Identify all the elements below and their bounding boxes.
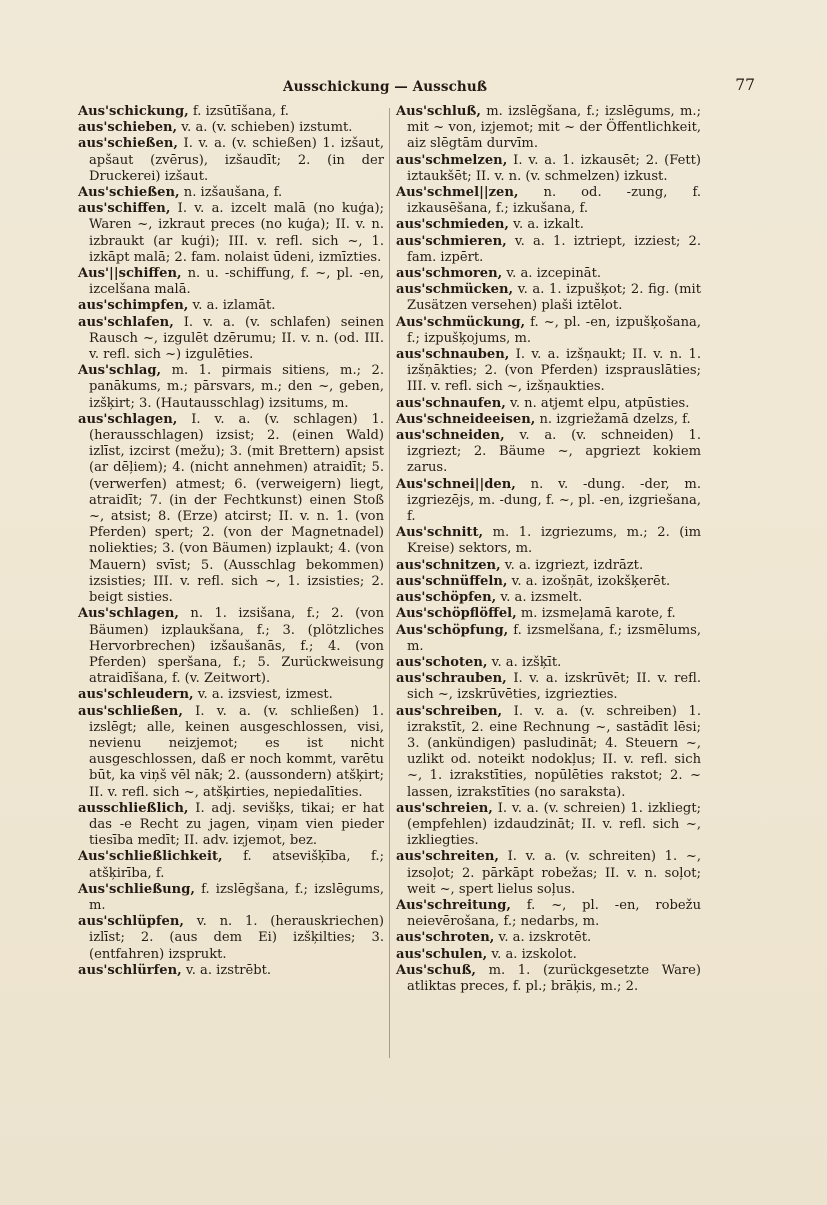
dictionary-entry	[396, 315, 701, 347]
entry-headword: aus'schreien,	[396, 800, 493, 816]
entry-definition: v. a. 1. iztriept, izziest; 2. fam. izpērt.	[407, 233, 701, 265]
entry-definition: f. izsmelšana, f.; izsmēlums, m.	[407, 622, 701, 654]
entry-headword: aus'schiffen,	[78, 201, 171, 217]
entry-definition: f. izslēgšana, f.; izslēgums, m.	[89, 881, 384, 913]
dictionary-entry	[78, 963, 384, 979]
entry-headword: Aus'||schiffen,	[78, 266, 182, 282]
dictionary-entry	[78, 266, 384, 298]
entry-headword: Aus'schnei||den,	[396, 476, 516, 492]
dictionary-entry	[396, 412, 701, 428]
entry-definition: v. a. izgriezt, izdrāzt.	[500, 557, 644, 573]
dictionary-entry	[78, 606, 384, 687]
entry-definition: f. atsevišķība, f.; atšķirība, f.	[89, 849, 384, 881]
entry-definition: v. a. (v. schieben) izstumt.	[177, 120, 353, 136]
entry-headword: aus'schmieden,	[396, 217, 509, 233]
entry-headword: Aus'schuß,	[396, 962, 476, 978]
entry-definition: I. v. a. izskrūvēt; II. v. refl. sich ~, izskrūvēties, izgriezties.	[407, 671, 701, 703]
running-head-title: Ausschickung — Ausschuß	[283, 79, 488, 95]
entry-definition: m. izsmeļamā karote, f.	[516, 606, 676, 622]
dictionary-entry	[396, 947, 701, 963]
entry-definition: n. izgriežamā dzelzs, f.	[535, 411, 691, 427]
entry-definition: v. a. izskrotēt.	[494, 930, 592, 946]
entry-definition: v. n. 1. (herauskriechen) izlīst; 2. (aus dem Ei) izšķilties; 3. (entfahren) izsprukt.	[89, 914, 384, 962]
dictionary-entry	[396, 704, 701, 801]
entry-headword: aus'schimpfen,	[78, 298, 189, 314]
dictionary-entry	[78, 882, 384, 914]
entry-definition: I. v. a. 1. izkausēt; 2. (Fett) iztaukšēt; II. v. n. (v. schmelzen) izkust.	[407, 152, 701, 184]
entry-headword: Aus'schließlichkeit,	[78, 849, 223, 865]
entry-headword: Aus'schießen,	[78, 185, 180, 201]
entry-definition: v. a. 1. izpušķot; 2. fig. (mit Zusätzen versehen) plaši iztēlot.	[407, 282, 701, 314]
dictionary-entry	[396, 558, 701, 574]
dictionary-entry	[396, 623, 701, 655]
dictionary-entry	[78, 136, 384, 185]
dictionary-entry	[396, 104, 701, 153]
entry-definition: v. a. izkalt.	[508, 217, 584, 233]
entry-definition: n. u. -schiffung, f. ~, pl. -en, izcelšana malā.	[89, 266, 384, 298]
dictionary-entry	[396, 655, 701, 671]
entry-definition: v. a. izlamāt.	[188, 298, 276, 314]
entry-headword: aus'schulen,	[396, 946, 488, 962]
entry-definition: I. v. a. (v. schießen) 1. izšaut, apšaut (zvērus), izšaudīt; 2. (in der Druckerei) izšaut.	[89, 136, 384, 184]
entry-definition: I. v. a. (v. schlagen) 1. (herausschlagen) izsist; 2. (einen Wald) izlīst, izcirst (mežu); 3. (mit Brettern) apsist (ar dēļiem); 4. (nicht annehmen) atraidīt; 5. (verwerfen) atmest; 6. (verweigern) liegt, atraidīt; 7. (in der Fechtkunst) einen Stoß ~, atsist; 8. (Erze) atcirst; II. v. n. 1. (von Pferden) spert; 2. (von der Magnetnadel) noliekties; 3. (von Bäumen) izplaukt; 4. (von Mauern) svīst; 5. (Ausschlag bekommen) izsisties; III. v. refl. sich ~, 1. izsisties; 2. beigt sisties.	[89, 411, 384, 606]
dictionary-entry	[396, 396, 701, 412]
dictionary-entry	[396, 525, 701, 557]
entry-definition: m. 1. izgriezums, m.; 2. (im Kreise) sektors, m.	[407, 525, 701, 557]
entry-headword: aus'schlüpfen,	[78, 914, 184, 930]
entry-headword: aus'schleudern,	[78, 687, 194, 703]
entry-headword: aus'schlürfen,	[78, 962, 182, 978]
entry-headword: aus'schlagen,	[78, 411, 178, 427]
entry-headword: aus'schieben,	[78, 120, 178, 136]
entry-headword: aus'schließen,	[78, 703, 183, 719]
entry-definition: v. a. izstrēbt.	[181, 962, 272, 978]
entry-headword: Aus'schreitung,	[396, 897, 511, 913]
entry-definition: I. v. a. (v. schließen) 1. izslēgt; alle, keinen ausgeschlossen, visi, nevienu neizjemot; es ist nicht ausgeschlossen, daß er noch kommt, varētu būt, ka viņš vēl nāk; 2. (aussondern) atšķirt; II. v. refl. sich ~, atšķirties, nepiedalīties.	[89, 703, 384, 800]
entry-headword: aus'schmieren,	[396, 233, 507, 249]
dictionary-entry	[78, 120, 384, 136]
entry-headword: Aus'schöpfung,	[396, 622, 509, 638]
entry-headword: aus'schöpfen,	[396, 590, 497, 606]
entry-definition: m. 1. pirmais sitiens, m.; 2. panākums, m.; pārsvars, m.; den ~, geben, izšķirt; 3. (Hautausschlag) izsitums, m.	[89, 363, 384, 411]
entry-headword: Aus'schluß,	[396, 104, 481, 119]
entry-definition: v. a. (v. schneiden) 1. izgriezt; 2. Bäume ~, apgriezt kokiem zarus.	[407, 428, 701, 476]
dictionary-entry	[396, 801, 701, 850]
entry-headword: aus'schmücken,	[396, 282, 514, 298]
entry-definition: v. a. izšķīt.	[487, 654, 562, 670]
right-column	[396, 104, 701, 995]
dictionary-entry	[396, 185, 701, 217]
column-divider	[389, 108, 390, 1058]
entry-definition: v. a. izošņāt, izokšķerēt.	[507, 573, 671, 589]
entry-headword: aus'schreiten,	[396, 849, 499, 865]
dictionary-entry	[78, 185, 384, 201]
entry-definition: v. n. atjemt elpu, atpūsties.	[505, 395, 690, 411]
entry-headword: aus'schlafen,	[78, 314, 174, 330]
dictionary-entry	[78, 914, 384, 963]
entry-headword: aus'schreiben,	[396, 703, 503, 719]
entry-headword: ausschließlich,	[78, 800, 189, 816]
left-column	[78, 104, 384, 979]
entry-definition: I. adj. sevišķs, tikai; er hat das -e Recht zu jagen, viņam vien pieder tiesība medīt; II. adv. izjemot, bez.	[89, 800, 384, 849]
entry-definition: n. izšaušana, f.	[179, 185, 283, 201]
dictionary-entry	[78, 704, 384, 801]
dictionary-entry	[396, 606, 701, 622]
entry-definition: n. od. -zung, f. izkausēšana, f.; izkušana, f.	[407, 185, 701, 217]
dictionary-entry	[78, 849, 384, 881]
entry-definition: v. a. izskolot.	[487, 946, 577, 962]
entry-headword: aus'schnaufen,	[396, 395, 506, 411]
entry-definition: v. a. izcepināt.	[502, 266, 602, 282]
dictionary-entry	[78, 687, 384, 703]
entry-headword: aus'schneiden,	[396, 428, 505, 444]
dictionary-entry	[396, 347, 701, 396]
entry-headword: Aus'schlag,	[78, 363, 162, 379]
dictionary-entry	[396, 153, 701, 185]
entry-headword: aus'schoten,	[396, 654, 488, 670]
dictionary-entry	[78, 104, 384, 120]
entry-headword: Aus'schlagen,	[78, 606, 179, 622]
entry-headword: aus'schnitzen,	[396, 557, 501, 573]
entry-definition: n. 1. izsišana, f.; 2. (von Bäumen) izplaukšana, f.; 3. (plötzliches Hervorbrechen) izšaušanās, f.; 4. (von Pferden) speršana, f.; 5. Zurückweisung atraidīšana, f. (v. Zeitwort).	[89, 606, 384, 687]
entry-definition: n. v. -dung. -der, m. izgriezējs, m. -dung, f. ~, pl. -en, izgriešana, f.	[407, 476, 701, 525]
dictionary-entry	[396, 849, 701, 898]
entry-definition: f. ~, pl. -en, izpušķošana, f.; izpušķojums, m.	[407, 314, 701, 346]
dictionary-entry	[78, 363, 384, 412]
dictionary-entry	[78, 201, 384, 266]
dictionary-entry	[396, 477, 701, 526]
entry-headword: Aus'schmel||zen,	[396, 185, 519, 201]
dictionary-entry	[396, 930, 701, 946]
entry-definition: I. v. a. (v. schlafen) seinen Rausch ~, izgulēt dzērumu; II. v. n. (od. III. v. refl. sich ~) izgulēties.	[89, 314, 384, 363]
entry-definition: v. a. izsmelt.	[496, 590, 583, 606]
page-number: 77	[735, 76, 755, 94]
entry-definition: f. izsūtīšana, f.	[188, 104, 289, 119]
entry-definition: I. v. a. (v. schreiten) 1. ~, izsoļot; 2. pārkāpt robežas; II. v. n. soļot; weit ~, spert lielus soļus.	[407, 849, 701, 897]
entry-definition: f. ~, pl. -en, robežu neievērošana, f.; nedarbs, m.	[407, 897, 701, 930]
entry-headword: aus'schießen,	[78, 136, 178, 152]
page-header	[78, 73, 755, 97]
dictionary-entry	[78, 801, 384, 850]
dictionary-entry	[78, 315, 384, 364]
dictionary-entry	[78, 412, 384, 606]
entry-headword: Aus'schickung,	[78, 104, 189, 119]
dictionary-entry	[396, 590, 701, 606]
entry-headword: aus'schrauben,	[396, 671, 507, 687]
entry-headword: aus'schnauben,	[396, 347, 510, 363]
entry-definition: v. a. izsviest, izmest.	[193, 687, 333, 703]
entry-definition: m. 1. (zurückgesetzte Ware) atliktas preces, f. pl.; brāķis, m.; 2.	[407, 962, 701, 994]
entry-headword: Aus'schmückung,	[396, 314, 526, 330]
entry-definition: m. izslēgšana, f.; izslēgums, m.; mit ~ von, izjemot; mit ~ der Öffentlichkeit, aiz slēgtām durvīm.	[407, 104, 701, 152]
dictionary-entry	[396, 574, 701, 590]
entry-headword: Aus'schließung,	[78, 881, 195, 897]
entry-headword: aus'schnüffeln,	[396, 573, 508, 589]
dictionary-entry	[396, 671, 701, 703]
entry-headword: Aus'schneideeisen,	[396, 411, 536, 427]
entry-headword: Aus'schöpflöffel,	[396, 606, 517, 622]
dictionary-entry	[396, 266, 701, 282]
entry-definition: I. v. a. izšņaukt; II. v. n. 1. izšņākties; 2. (von Pferden) izsprauslāties; III. v. refl. sich ~, izšņaukties.	[407, 347, 701, 395]
entry-headword: aus'schmoren,	[396, 266, 503, 282]
dictionary-entry	[396, 898, 701, 930]
entry-headword: Aus'schnitt,	[396, 525, 484, 541]
entry-headword: aus'schroten,	[396, 930, 495, 946]
dictionary-entry	[396, 428, 701, 477]
dictionary-entry	[78, 298, 384, 314]
entry-definition: I. v. a. izcelt malā (no kuģa); Waren ~, izkraut preces (no kuģa); II. v. n. izbraukt (ar kuģi); III. v. refl. sich ~, 1. izkāpt malā; 2. fam. nolaist ūdeni, izmīzties.	[89, 201, 384, 265]
dictionary-entry	[396, 282, 701, 314]
entry-headword: aus'schmelzen,	[396, 152, 508, 168]
entry-definition: I. v. a. (v. schreiben) 1. izrakstīt, 2. eine Rechnung ~, sastādīt lēsi; 3. (ankündigen) pasludināt; 4. Steuern ~, uzlikt od. noteikt nodokļus; II. v. refl. sich ~, 1. izrakstīties, nopūlēties rakstot; 2. ~ lassen, izrakstīties (no saraksta).	[407, 703, 701, 800]
entry-definition: I. v. a. (v. schreien) 1. izkliegt; (empfehlen) izdaudzināt; II. v. refl. sich ~, izkliegties.	[407, 800, 701, 849]
dictionary-entry	[396, 217, 701, 233]
dictionary-entry	[396, 234, 701, 266]
dictionary-entry	[396, 963, 701, 995]
